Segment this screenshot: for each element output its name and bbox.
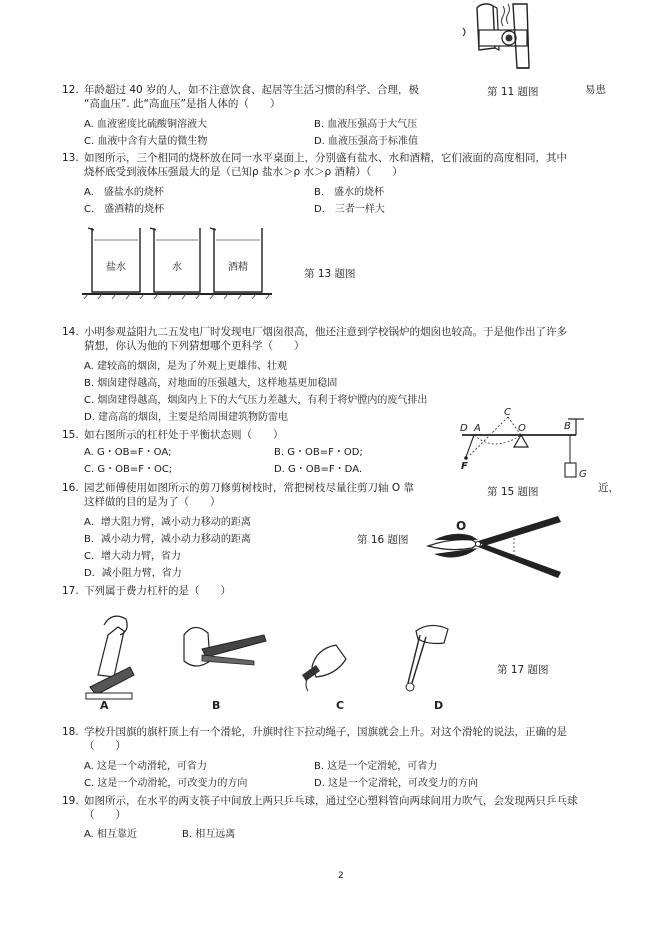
question-12-suffix: 易患 bbox=[585, 84, 606, 96]
tool-label-b: B bbox=[212, 699, 221, 712]
figure-13-caption: 第 13 题图 bbox=[304, 268, 356, 280]
beaker-label-saltwater: 盐水 bbox=[106, 262, 126, 273]
question-text: 园艺师傅使用如图所示的剪刀修剪树枝时，常把树枝尽量往剪刀轴 O 靠 bbox=[84, 482, 414, 494]
question-16-suffix: 近， bbox=[598, 482, 619, 494]
option-a[interactable]: A. 盛盐水的烧杯 bbox=[84, 186, 164, 198]
beaker-water bbox=[150, 228, 200, 292]
figure-13-beakers bbox=[82, 222, 272, 300]
option-a[interactable]: A．增大阻力臂，减小动力移动的距离 bbox=[84, 516, 251, 528]
option-d[interactable]: D. 三者一样大 bbox=[314, 203, 385, 215]
figure-16-shears bbox=[420, 510, 570, 590]
question-13-options bbox=[84, 184, 604, 218]
option-b[interactable]: B. 这是一个定滑轮，可省力 bbox=[314, 760, 438, 772]
figure-15-lever bbox=[458, 405, 598, 485]
option-d[interactable]: D. G・OB=F・DA. bbox=[274, 463, 363, 475]
lever-label-c: C bbox=[504, 407, 511, 418]
question-19 bbox=[62, 794, 622, 822]
shears-label-o: O bbox=[456, 519, 467, 533]
question-text: 这样做的目的是为了（ ） bbox=[84, 496, 221, 509]
beaker-saltwater bbox=[88, 228, 140, 292]
option-a[interactable]: A. 相互靠近 bbox=[84, 828, 138, 840]
figure-15-caption: 第 15 题图 bbox=[487, 486, 539, 498]
option-c[interactable]: C. G・OB=F・OC; bbox=[84, 463, 173, 475]
lever-label-f: F bbox=[461, 461, 468, 472]
question-number: 18. bbox=[62, 726, 79, 738]
question-13 bbox=[62, 151, 622, 179]
option-b[interactable]: B. 相互远离 bbox=[182, 828, 236, 840]
question-text: 年龄超过 40 岁的人，如不注意饮食、起居等生活习惯的科学、合理，极 bbox=[84, 84, 420, 96]
tool-label-d: D bbox=[434, 699, 444, 712]
question-17 bbox=[62, 584, 622, 598]
question-text: 如图所示，在水平的两支筷子中间放上两只乒乓球，通过空心塑料管向两球间用力吹气，会发现两只乒乓球 bbox=[84, 795, 578, 807]
question-19-options bbox=[84, 826, 604, 843]
option-a[interactable]: A. 建较高的烟囱，是为了外观上更雄伟、壮观 bbox=[84, 360, 288, 372]
option-a[interactable]: A. G・OB=F・OA; bbox=[84, 446, 172, 458]
question-text: 小明参观益阳九二五发电厂时发现电厂烟囱很高，他还注意到学校锅炉的烟囱也较高。于是他作出了许多 bbox=[84, 326, 567, 338]
tool-label-c: C bbox=[336, 699, 345, 712]
question-text: 猜想，你认为他的下列猜想哪个更科学（ ） bbox=[84, 340, 305, 353]
question-number: 17. bbox=[62, 585, 79, 597]
question-text: 如右图所示的杠杆处于平衡状态则（ ） bbox=[84, 429, 284, 441]
tool-a-hammer bbox=[86, 616, 134, 712]
question-number: 19. bbox=[62, 795, 79, 807]
question-text: （ ） bbox=[84, 809, 126, 822]
option-a[interactable]: A. 血液密度比硫酸铜溶液大 bbox=[84, 118, 208, 130]
question-text: 如图所示，三个相同的烧杯放在同一水平桌面上，分别盛有盐水、水和酒精，它们液面的高度相同，其中 bbox=[84, 152, 567, 164]
question-number: 15. bbox=[62, 429, 79, 441]
question-14 bbox=[62, 325, 622, 353]
page-number: 2 bbox=[338, 871, 344, 881]
option-a[interactable]: A. 这是一个动滑轮，可省力 bbox=[84, 760, 208, 772]
question-18-options bbox=[84, 758, 604, 792]
beaker-label-alcohol: 酒精 bbox=[228, 262, 248, 273]
lever-label-g: G bbox=[579, 469, 587, 480]
lever-label-b: B bbox=[564, 421, 571, 432]
question-text: 下列属于费力杠杆的是（ ） bbox=[84, 585, 231, 597]
option-b[interactable]: B．减小动力臂，减小动力移动的距离 bbox=[84, 533, 251, 545]
question-number: 12. bbox=[62, 84, 79, 96]
figure-17-tools bbox=[84, 605, 474, 713]
tool-c-bottle-opener bbox=[302, 645, 346, 712]
option-b[interactable]: B. 血液压强高于大气压 bbox=[314, 118, 418, 130]
question-text: 烧杯底受到液体压强最大的是（已知ρ 盐水＞ρ 水＞ρ 酒精）（ ） bbox=[84, 166, 403, 179]
option-c[interactable]: C. 盛酒精的烧杯 bbox=[84, 203, 165, 215]
tool-label-a: A bbox=[100, 699, 109, 712]
question-12-options bbox=[84, 116, 604, 150]
option-d[interactable]: D. 血液压强高于标准值 bbox=[314, 135, 419, 147]
question-number: 14. bbox=[62, 326, 79, 338]
question-text: （ ） bbox=[84, 740, 126, 753]
option-c[interactable]: C．增大动力臂，省力 bbox=[84, 550, 181, 562]
option-d[interactable]: D．减小阻力臂，省力 bbox=[84, 567, 182, 579]
question-text: 学校升国旗的旗杆顶上有一个滑轮，升旗时往下拉动绳子，国旗就会上升。对这个滑轮的说法，正确的是 bbox=[84, 726, 567, 738]
figure-17-caption: 第 17 题图 bbox=[497, 664, 549, 676]
question-number: 13. bbox=[62, 152, 79, 164]
figure-11-illustration bbox=[455, 0, 555, 72]
option-d[interactable]: D. 建高高的烟囱，主要是给周围建筑物防雷电 bbox=[84, 411, 289, 423]
figure-16-caption: 第 16 题图 bbox=[357, 534, 409, 546]
lever-label-o: O bbox=[518, 423, 526, 434]
question-text: “高血压”. 此“高血压”是指人体的（ ） bbox=[84, 98, 281, 111]
option-c[interactable]: C. 血液中含有大量的微生物 bbox=[84, 135, 208, 147]
question-18 bbox=[62, 725, 622, 753]
option-d[interactable]: D. 这是一个定滑轮，可改变力的方向 bbox=[314, 777, 479, 789]
beaker-alcohol bbox=[210, 228, 262, 292]
lever-label-d: D bbox=[460, 423, 468, 434]
option-b[interactable]: B. 烟囱建得越高，对地面的压强越大，这样地基更加稳固 bbox=[84, 377, 338, 389]
option-c[interactable]: C. 这是一个动滑轮，可改变力的方向 bbox=[84, 777, 248, 789]
lever-label-a: A bbox=[474, 423, 481, 434]
beaker-label-water: 水 bbox=[172, 262, 182, 273]
tool-d-tweezers bbox=[406, 625, 448, 712]
tool-b-scissors bbox=[184, 627, 266, 712]
option-c[interactable]: C. 烟囱建得越高，烟囱内上下的大气压力差越大，有利于将炉膛内的废气排出 bbox=[84, 394, 428, 406]
figure-11-caption: 第 11 题图 bbox=[487, 86, 539, 98]
option-b[interactable]: B. G・OB=F・OD; bbox=[274, 446, 363, 458]
option-b[interactable]: B. 盛水的烧杯 bbox=[314, 186, 385, 198]
question-number: 16. bbox=[62, 482, 79, 494]
